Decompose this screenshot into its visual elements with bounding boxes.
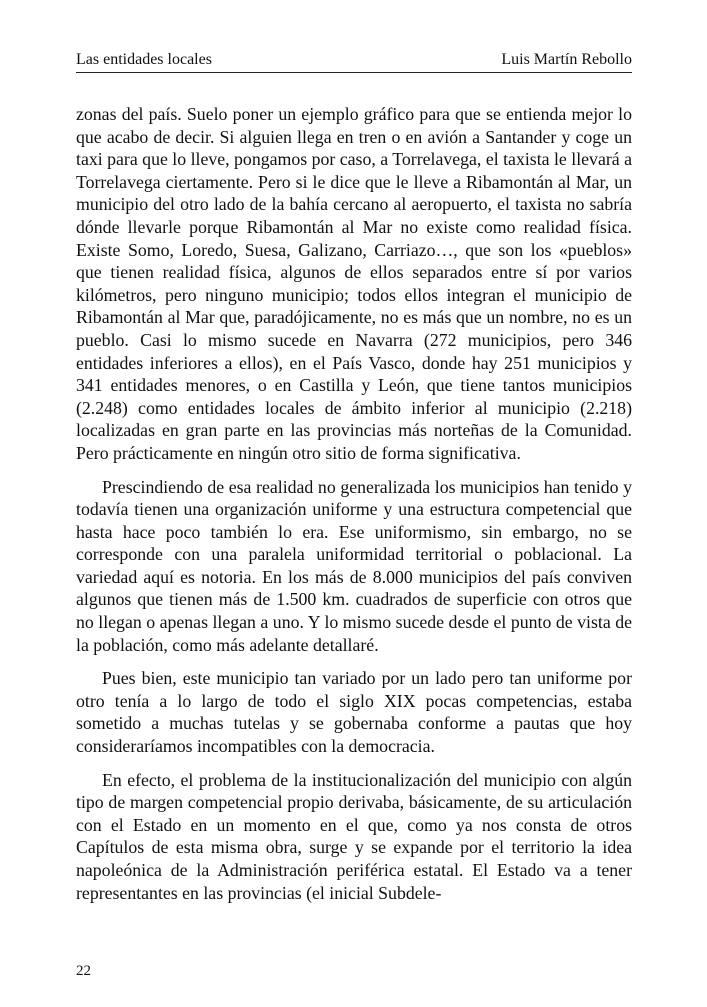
chapter-title: Las entidades locales — [76, 51, 212, 68]
author-name: Luis Martín Rebollo — [501, 51, 632, 68]
body-text — [76, 103, 632, 915]
paragraph: En efecto, el problema de la institucionalización del municipio con algún tipo de margen competencial propio derivaba, básicamente, de su articulación con el Estado en un momento en el que, como ya nos consta de otros Capítulos de esta misma obra, surge y se expande por el territorio la idea napoleónica de la Administración periférica estatal. El Estado va a tener representantes en las provincias (el inicial Subdele- — [76, 769, 632, 903]
running-header — [76, 50, 632, 73]
paragraph: Prescindiendo de esa realidad no generalizada los municipios han tenido y todavía tienen una organización uniforme y una estructura competencial que hasta hace poco también lo era. Ese uniformismo, sin embargo, no se corresponde con una paralela uniformidad territorial o poblacional. La variedad aquí es notoria. En los más de 8.000 municipios del país conviven algunos que tienen más de 1.500 km. cuadrados de superficie con otros que no llegan o apenas llegan a uno. Y lo mismo sucede desde el punto de vista de la población, como más adelante detallaré. — [76, 476, 632, 655]
paragraph-continued: zonas del país. Suelo poner un ejemplo gráfico para que se entienda mejor lo que acabo de decir. Si alguien llega en tren o en avión a Santander y coge un taxi para que lo lleve, pongamos por caso, a Torrelavega, el taxista le llevará a Torrelavega ciertamente. Pero si le dice que le lleve a Ribamontán al Mar, un municipio del otro lado de la bahía cercano al aeropuerto, el taxista no sabría dónde llevarle porque Ribamontán al Mar no existe como realidad física. Existe Somo, Loredo, Suesa, Galizano, Carriazo…, que son los «pueblos» que tienen realidad física, algunos de ellos separados entre sí por varios kilómetros, pero ninguno municipio; todos ellos integran el municipio de Ribamontán al Mar que, paradójicamente, no es más que un nombre, no es un pueblo. Casi lo mismo sucede en Navarra (272 municipios, pero 346 entidades inferiores a ellos), en el País Vasco, donde hay 251 municipios y 341 entidades menores, o en Castilla y León, que tiene tantos municipios (2.248) como entidades locales de ámbito inferior al municipio (2.218) localizadas en gran parte en las provincias más norteñas de la Comunidad. Pero prácticamente en ningún otro sitio de forma significativa. — [76, 104, 632, 463]
paragraph: Pues bien, este municipio tan variado por un lado pero tan uniforme por otro tenía a lo largo de todo el siglo XIX pocas competencias, estaba sometido a muchas tutelas y se gobernaba conforme a pautas que hoy consideraríamos incompatibles con la democracia. — [76, 668, 632, 757]
page-number: 22 — [76, 963, 91, 979]
